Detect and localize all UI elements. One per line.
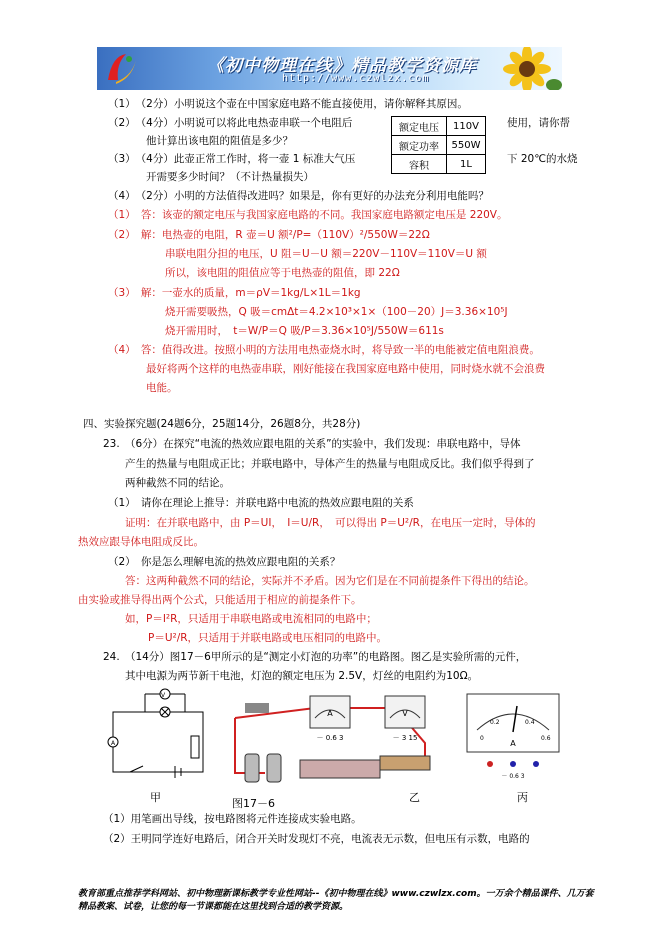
dial-unit-label: A <box>510 739 516 748</box>
question-line: （3） （4分）此壶正常工作时，将一壶 1 标准大气压 <box>108 153 356 165</box>
dial-tick-label: 0 <box>480 735 484 742</box>
answer-line: 所以，该电阻的阻值应等于电热壶的阻值，即 22Ω <box>165 267 400 279</box>
question-line: （4） （2分）小明的方法值得改进吗？如果是，你有更好的办法充分利用电能吗？ <box>108 190 489 202</box>
voltmeter-symbol-label: V <box>160 692 166 699</box>
answer-line: 如，P＝I²R，只适用于串联电路或电流相同的电路中； <box>125 613 377 625</box>
answer-line: （4） 答：值得改进。按照小明的方法用电热壶烧水时，将导致一半的电能被定值电阻浪费。 <box>108 344 540 356</box>
site-banner <box>97 47 562 90</box>
table-cell: 额定功率 <box>392 136 447 155</box>
ammeter-label: A <box>327 709 333 718</box>
answer-line: 由实验或推导得出两个公式，只能适用于相应的前提条件下。 <box>78 594 362 606</box>
table-row <box>392 155 486 174</box>
figure-label-yi: 乙 <box>409 791 420 804</box>
question-line: 开需要多少时间？（不计热量损失） <box>146 171 314 183</box>
voltmeter-terminal-labels: － 3 15 <box>392 734 418 742</box>
answer-line: P＝U²/R，只适用于并联电路或电压相同的电路中。 <box>148 632 388 644</box>
banner-url: http://www.czwlzx.com <box>282 73 430 84</box>
answer-line: 电能。 <box>146 382 178 394</box>
section-heading: 四、实验探究题(24题6分，25题14分，26题8分，共28分) <box>83 418 361 430</box>
question-line: 两种截然不同的结论。 <box>125 477 230 489</box>
answer-line: （3） 解：一壶水的质量，m＝ρV＝1kg/L×1L＝1kg <box>108 287 361 299</box>
question-line: （2）王明同学连好电路后，闭合开关时发现灯不亮，电流表无示数，但电压有示数，电路的 <box>103 833 530 845</box>
answer-line: 烧开需要吸热，Q 吸＝cmΔt＝4.2×10³×1×（100－20）J＝3.36×10⁵J <box>165 306 508 318</box>
answer-line: 串联电阻分担的电压，U 阻＝U－U 额＝220V－110V＝110V＝U 额 <box>165 248 487 260</box>
answer-line: 热效应跟导体电阻成反比。 <box>78 536 204 548</box>
dial-terminal-labels: － 0.6 3 <box>501 773 525 780</box>
terminal-icon <box>510 761 516 767</box>
switch-icon <box>245 703 269 713</box>
battery-icon <box>267 754 281 782</box>
question-line: （2） （4分）小明说可以将此电热壶串联一个电阻后 <box>108 117 353 129</box>
answer-line: 证明：在并联电路中，由 P＝UI， I＝U/R， 可以得出 P＝U²/R，在电压一定时，导体的 <box>125 517 536 529</box>
table-row <box>392 117 486 136</box>
table-row <box>392 136 486 155</box>
banner-title: 《初中物理在线》精品教学资源库 <box>207 56 477 76</box>
site-logo-icon <box>102 50 140 87</box>
ammeter-symbol-label: A <box>110 740 116 747</box>
figure-label-bing: 丙 <box>517 791 528 804</box>
ammeter-dial-bing <box>467 694 559 780</box>
answer-line: （2） 解：电热壶的电阻，R 壶＝U 额²/P=（110V）²/550W＝22Ω <box>108 229 430 241</box>
lamp-base-icon <box>380 756 430 770</box>
page-footer: 教育部重点推荐学科网站、初中物理新课标教学专业性网站--《初中物理在线》www.czwlzx.com。一万余个精品课件、几万套精品教案、试卷，让您的每一节课都能在这里找到合适的教学资源。 <box>78 889 594 912</box>
table-cell: 1L <box>447 155 486 174</box>
answer-line: （1） 答：该壶的额定电压与我国家庭电路的不同。我国家庭电路额定电压是 220V。 <box>108 209 508 221</box>
dial-tick-label: 0.6 <box>541 735 551 742</box>
ammeter-terminal-labels: － 0.6 3 <box>316 734 344 742</box>
question-line: 24. （14分）图17－6甲所示的是“测定小灯泡的功率”的电路图。图乙是实验所需的元件， <box>103 651 527 663</box>
question-line: 他计算出该电阻的阻值是多少？ <box>146 135 293 147</box>
rheostat-icon <box>300 760 380 778</box>
table-cell: 容积 <box>392 155 447 174</box>
components-yi <box>235 696 430 782</box>
answer-line: 答：这两种截然不同的结论，实际并不矛盾。因为它们是在不同前提条件下得出的结论。 <box>125 575 535 587</box>
voltmeter-label: V <box>402 709 408 718</box>
figure-caption: 图17－6 <box>232 797 275 810</box>
sunflower-icon <box>492 47 562 90</box>
table-cell: 550W <box>447 136 486 155</box>
table-cell: 额定电压 <box>392 117 447 136</box>
question-line: （1） 请你在理论上推导：并联电路中电流的热效应跟电阻的关系 <box>108 497 414 509</box>
answer-line: 烧开需用时， t＝W/P＝Q 吸/P＝3.36×10⁵J/550W＝611s <box>165 325 444 337</box>
question-line: 下 20℃的水烧 <box>507 153 578 165</box>
question-line: 其中电源为两节新干电池，灯泡的额定电压为 2.5V，灯丝的电阻约为10Ω。 <box>125 670 479 682</box>
dial-tick-label: 0.4 <box>525 719 535 726</box>
kettle-spec-table <box>391 116 486 174</box>
question-line: 使用，请你帮 <box>507 117 570 129</box>
dial-tick-label: 0.2 <box>490 719 500 726</box>
question-line: （2） 你是怎么理解电流的热效应跟电阻的关系？ <box>108 556 341 568</box>
terminal-icon <box>487 761 493 767</box>
terminal-icon <box>533 761 539 767</box>
answer-line: 最好将两个这样的电热壶串联，刚好能接在我国家庭电路中使用，同时烧水就不会浪费 <box>146 363 545 375</box>
question-line: （1） （2分）小明说这个壶在中国家庭电路不能直接使用，请你解释其原因。 <box>108 98 468 110</box>
question-line: 产生的热量与电阻成正比；并联电路中，导体产生的热量与电阻成反比。我们似乎得到了 <box>125 458 535 470</box>
circuit-diagram-jia <box>108 689 203 778</box>
question-line: （1）用笔画出导线，按电路图将元件连接成实验电路。 <box>103 813 362 825</box>
figure-label-jia: 甲 <box>150 791 161 804</box>
table-cell: 110V <box>447 117 486 136</box>
question-line: 23. （6分）在探究“电流的热效应跟电阻的关系”的实验中，我们发现：串联电路中，导体 <box>103 438 521 450</box>
battery-icon <box>245 754 259 782</box>
